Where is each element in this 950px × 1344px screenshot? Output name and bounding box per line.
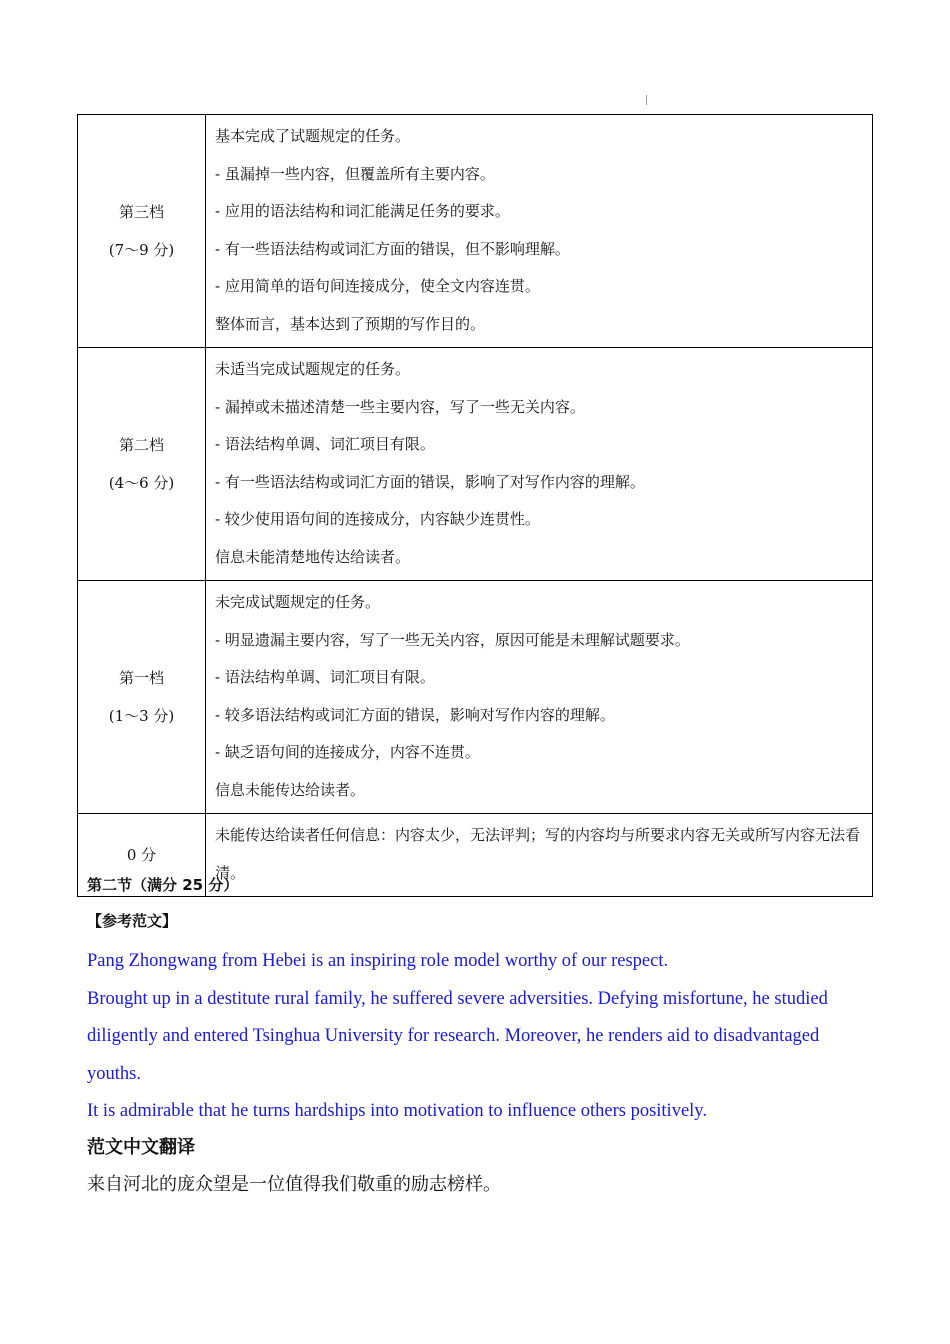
description-cell: [206, 348, 873, 581]
level-cell: [78, 348, 206, 581]
desc-line: 基本完成了试题规定的任务。: [215, 127, 411, 145]
level-name: 第三档: [118, 203, 164, 221]
scoring-rubric-table: [77, 114, 873, 897]
sample-essay: [87, 943, 877, 1131]
section-title: 第二节（满分 25 分）: [87, 876, 239, 894]
translation-text: 来自河北的庞众望是一位值得我们敬重的励志榜样。: [87, 1174, 501, 1195]
desc-line: - 较少使用语句间的连接成分，内容缺少连贯性。: [215, 510, 540, 528]
desc-line: - 虽漏掉一些内容，但覆盖所有主要内容。: [215, 164, 495, 183]
desc-line: 信息未能传达给读者。: [215, 780, 366, 799]
desc-text: 未能传达给读者任何信息：内容太少，无法评判；写的内容均与所要求内容无关或所写内容无法看清。: [215, 826, 861, 882]
description-cell: [206, 115, 873, 348]
desc-line: - 语法结构单调、词汇项目有限。: [215, 668, 435, 686]
translation-title: 范文中文翻译: [87, 1137, 195, 1158]
desc-line: 未完成试题规定的任务。: [215, 593, 381, 611]
desc-line: - 应用简单的语句间连接成分，使全文内容连贯。: [215, 277, 540, 295]
desc-line: - 缺乏语句间的连接成分，内容不连贯。: [215, 743, 480, 761]
level-score: (1～3 分): [108, 707, 175, 725]
level-name: 第二档: [118, 436, 164, 454]
sample-essay-label: 【参考范文】: [87, 912, 178, 930]
desc-line: - 应用的语法结构和词汇能满足任务的要求。: [215, 202, 510, 220]
essay-paragraph: Brought up in a destitute rural family, he suffered severe adversities. Defying misfortune, he studied diligently and entered Tsinghua University for research. Moreover, he renders aid to disadvantaged youths.: [87, 988, 828, 1084]
description-cell: [206, 581, 873, 814]
level-cell: [78, 581, 206, 814]
desc-line: - 较多语法结构或词汇方面的错误，影响对写作内容的理解。: [215, 705, 615, 724]
desc-line: 整体而言，基本达到了预期的写作目的。: [215, 314, 486, 333]
desc-line: - 有一些语法结构或词汇方面的错误，影响了对写作内容的理解。: [215, 472, 645, 491]
desc-line: - 语法结构单调、词汇项目有限。: [215, 435, 435, 453]
essay-paragraph: Pang Zhongwang from Hebei is an inspiring role model worthy of our respect.: [87, 951, 669, 971]
header-mark: [646, 95, 647, 105]
rubric-row-level-2: [78, 348, 873, 581]
desc-line: - 漏掉或未描述清楚一些主要内容，写了一些无关内容。: [215, 397, 585, 416]
essay-paragraph: It is admirable that he turns hardships into motivation to influence others positively.: [87, 1101, 707, 1121]
level-score: (7～9 分): [108, 241, 175, 259]
desc-line: 信息未能清楚地传达给读者。: [215, 547, 411, 566]
rubric-row-level-1: [78, 581, 873, 814]
rubric-row-level-3: [78, 115, 873, 348]
level-name: 第一档: [118, 669, 164, 687]
desc-line: - 明显遗漏主要内容，写了一些无关内容，原因可能是未理解试题要求。: [215, 630, 690, 649]
level-score: (4～6 分): [108, 474, 175, 492]
description-cell: [206, 814, 873, 897]
desc-line: - 有一些语法结构或词汇方面的错误，但不影响理解。: [215, 239, 570, 258]
desc-line: 未适当完成试题规定的任务。: [215, 360, 411, 378]
level-name: 0 分: [126, 846, 157, 864]
level-cell: [78, 115, 206, 348]
